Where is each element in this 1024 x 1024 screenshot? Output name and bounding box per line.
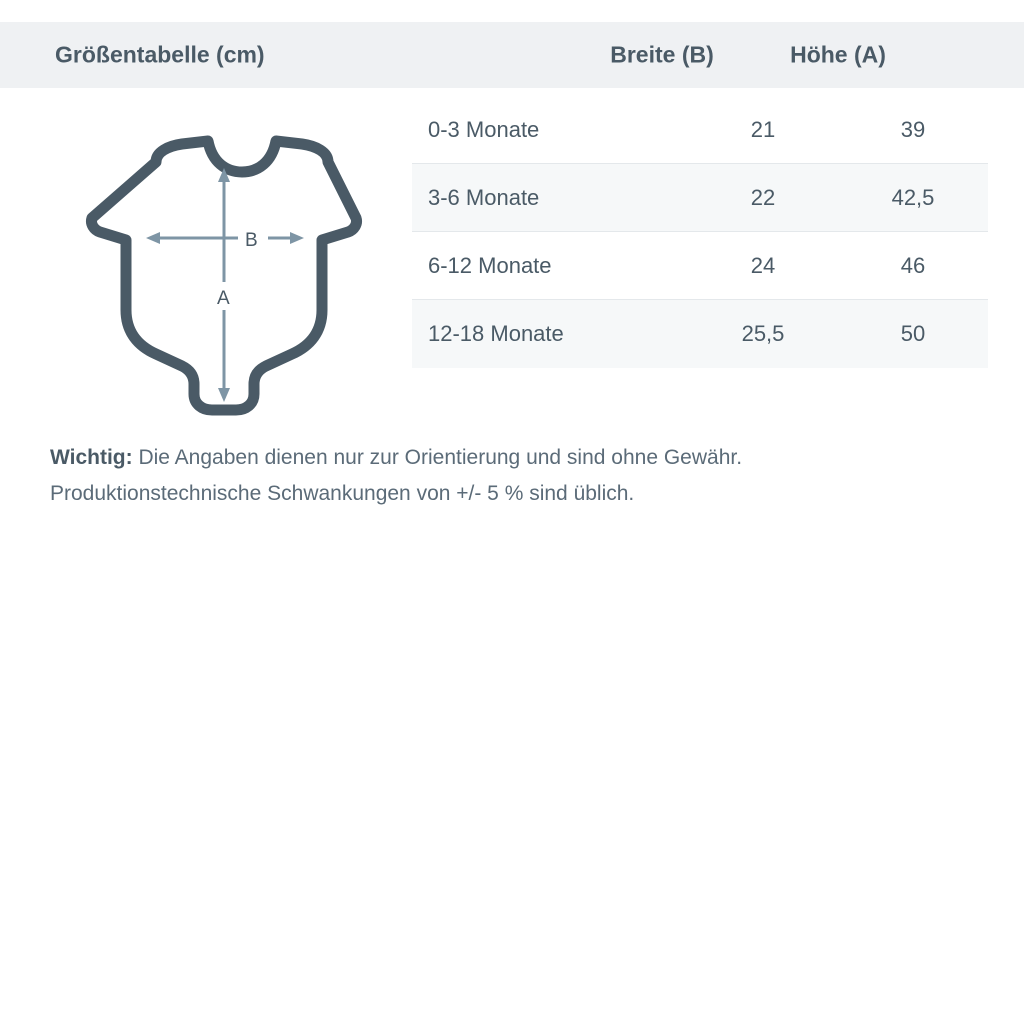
disclaimer-lead [50, 446, 133, 469]
cell-size: 6-12 Monate [428, 252, 552, 278]
table-row [412, 96, 988, 164]
table-header-row [0, 22, 1024, 88]
table-header-band [0, 22, 1024, 88]
cell-height: 46 [900, 252, 926, 278]
column-header-width: Breite (B) [610, 41, 714, 68]
width-label: B [245, 230, 258, 251]
cell-width: 25,5 [741, 321, 785, 346]
cell-width: 24 [750, 252, 776, 278]
table-row [412, 164, 988, 232]
disclaimer-lead-text: Wichtig: [50, 446, 133, 469]
disclaimer-line-1: Die Angaben dienen nur zur Orientierung und sind ohne Gewähr. [132, 446, 743, 469]
cell-width: 21 [750, 116, 776, 142]
cell-width: 22 [750, 184, 776, 210]
cell-size: 12-18 Monate [428, 321, 564, 346]
bodysuit-diagram [60, 110, 390, 420]
cell-size: 0-3 Monate [428, 116, 540, 142]
cell-height: 39 [900, 116, 926, 142]
size-table [412, 96, 988, 368]
column-header-height: Höhe (A) [790, 41, 886, 68]
width-arrow-head-right [290, 232, 304, 244]
table-row [412, 232, 988, 300]
table-row [412, 300, 988, 368]
width-arrow-head-left [146, 232, 160, 244]
height-arrow-head-bottom [218, 388, 230, 402]
cell-height: 42,5 [891, 184, 935, 210]
page-title: Größentabelle (cm) [55, 41, 265, 68]
cell-size: 3-6 Monate [428, 184, 540, 210]
cell-height: 50 [900, 321, 926, 346]
disclaimer-line-2: Produktionstechnische Schwankungen von +/- 5 % sind üblich. [50, 482, 635, 505]
disclaimer-note [50, 440, 970, 512]
height-label: A [217, 288, 230, 309]
